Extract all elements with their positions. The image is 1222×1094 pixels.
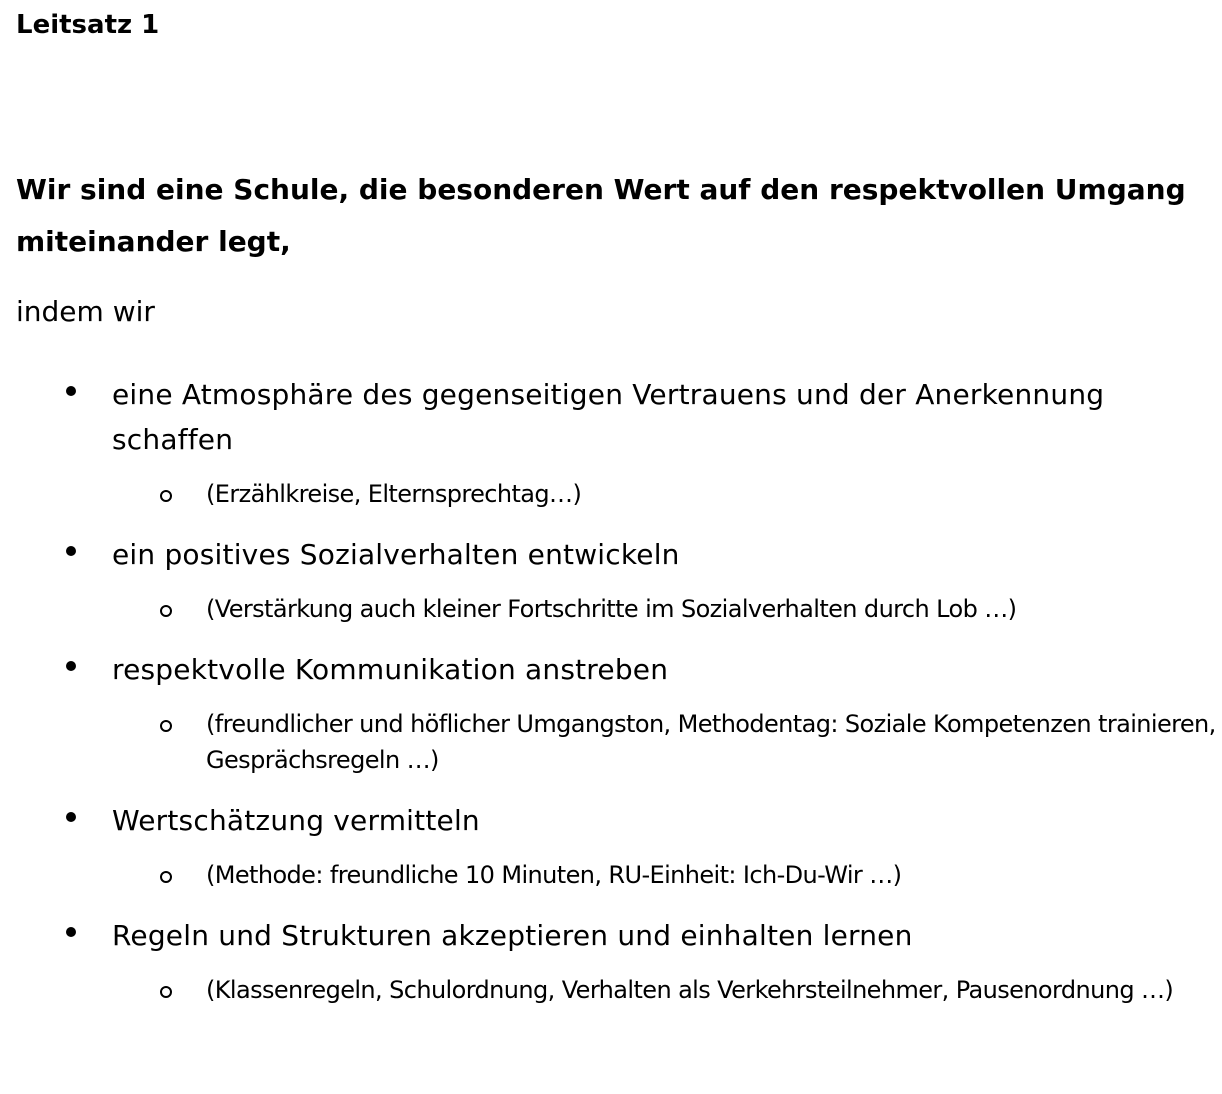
sublist-item-text: (Methode: freundliche 10 Minuten, RU-Einheit: Ich-Du-Wir …): [206, 861, 902, 889]
list-item: [0, 532, 1222, 627]
list-item-text: Wertschätzung vermitteln: [112, 804, 480, 837]
sublist: [0, 972, 1222, 1008]
list-item: [0, 798, 1222, 893]
circle-bullet-icon: [160, 871, 172, 883]
mission-statement: Wir sind eine Schule, die besonderen Wert auf den respektvollen Umgang miteinander legt,: [16, 173, 1186, 258]
bullet-icon: [66, 661, 76, 671]
sublist-item: [0, 972, 1222, 1008]
sublist-item: [0, 706, 1222, 778]
sublist-item-text: (Erzählkreise, Elternsprechtag…): [206, 480, 582, 508]
list-item: [0, 372, 1222, 512]
document-heading: Leitsatz 1: [16, 10, 160, 40]
list-item-text: ein positives Sozialverhalten entwickeln: [112, 538, 680, 571]
sublist-item: [0, 857, 1222, 893]
bullet-icon: [66, 812, 76, 822]
sublist: [0, 476, 1222, 512]
sublist-item-text: (Klassenregeln, Schulordnung, Verhalten als Verkehrsteilnehmer, Pausenordnung …): [206, 976, 1174, 1004]
list-item-text: eine Atmosphäre des gegenseitigen Vertrauens und der Anerkennung schaffen: [112, 378, 1105, 456]
circle-bullet-icon: [160, 490, 172, 502]
sublist-item-text: (Verstärkung auch kleiner Fortschritte im Sozialverhalten durch Lob …): [206, 595, 1017, 623]
circle-bullet-icon: [160, 986, 172, 998]
bullet-icon: [66, 546, 76, 556]
list-item: [0, 913, 1222, 1008]
list-item: [0, 647, 1222, 778]
sublist: [0, 857, 1222, 893]
circle-bullet-icon: [160, 720, 172, 732]
sublist: [0, 706, 1222, 778]
circle-bullet-icon: [160, 605, 172, 617]
list-item-text: Regeln und Strukturen akzeptieren und einhalten lernen: [112, 919, 913, 952]
sublist-item: [0, 476, 1222, 512]
list-item-text: respektvolle Kommunikation anstreben: [112, 653, 669, 686]
sublist-item: [0, 591, 1222, 627]
bullet-icon: [66, 927, 76, 937]
principles-list: [0, 372, 1222, 1028]
sublist: [0, 591, 1222, 627]
sublist-item-text: (freundlicher und höflicher Umgangston, Methodentag: Soziale Kompetenzen trainieren, Gesprächsregeln …): [206, 710, 1216, 774]
intro-text: indem wir: [16, 295, 155, 328]
bullet-icon: [66, 386, 76, 396]
